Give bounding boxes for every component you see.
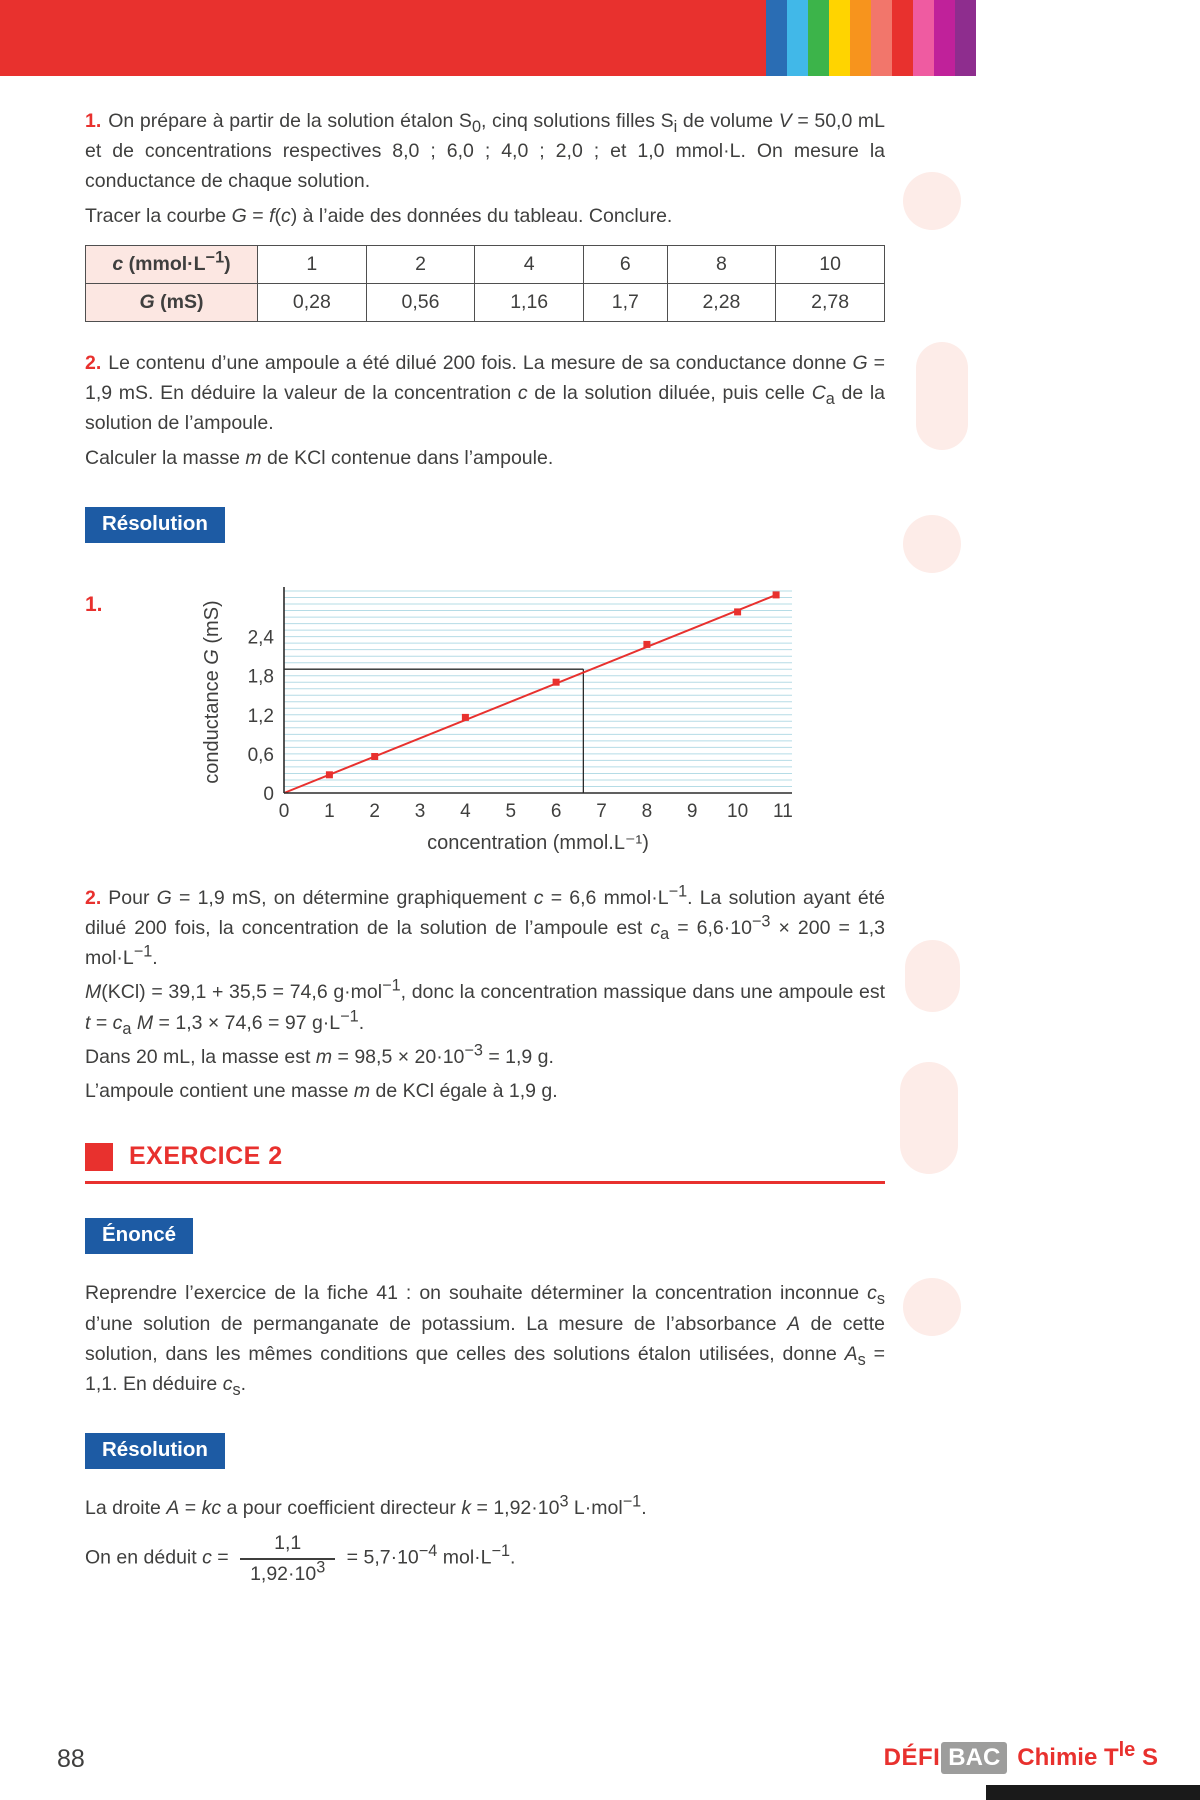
- banner-stripe: [955, 0, 976, 76]
- svg-text:3: 3: [414, 800, 426, 822]
- svg-text:9: 9: [686, 800, 698, 822]
- table-cell: 2,78: [776, 283, 885, 321]
- conductance-chart: [196, 577, 806, 857]
- svg-text:5: 5: [505, 800, 517, 822]
- page-content: [0, 76, 1200, 1590]
- question-1: [85, 106, 885, 197]
- banner-stripe: [766, 0, 787, 76]
- page-number: 88: [57, 1745, 85, 1773]
- resolution-badge-2: Résolution: [85, 1433, 225, 1469]
- svg-text:1,2: 1,2: [247, 705, 274, 727]
- table-cell: 10: [776, 245, 885, 283]
- conductance-table: [85, 245, 885, 322]
- svg-text:2: 2: [369, 800, 381, 822]
- brand-defi: DÉFI: [883, 1744, 941, 1771]
- publisher-logo: [883, 1739, 1158, 1774]
- resolution-step-2: [85, 883, 885, 974]
- table-cell: 6: [584, 245, 668, 283]
- header-stripes: [766, 0, 976, 76]
- brand-bac: BAC: [941, 1742, 1007, 1774]
- exercise-2-enonce: Reprendre l’exercice de la fiche 41 : on souhaite déterminer la concentration inconnue $c_s$ d’une solution de permanganate de potassium. La mesure de l’absorbance A de cette solution, dans les mêmes conditions que celles des solutions étalon utilisées, donne $A_s = 1,1$. En déduire $c_s$.: [85, 1282, 885, 1399]
- table-row-header: c $(mmol\cdot L^{-1})$: [86, 245, 258, 283]
- resolution-2-p4: L’ampoule contient une masse m de KCl égale à 1,9 g.: [85, 1080, 558, 1103]
- table-cell: 1,16: [475, 283, 584, 321]
- table-cell: 1: [258, 245, 367, 283]
- svg-text:1,8: 1,8: [247, 666, 274, 688]
- question-2-text: Le contenu d’une ampoule a été dilué 200 fois. La mesure de sa conductance donne G = 1,9 mS. En déduire la valeur de la concentration c de la solution diluée, puis celle $C_a$ de la solution de l’ampoule.: [85, 351, 886, 435]
- enonce-badge: Énoncé: [85, 1218, 193, 1254]
- svg-text:0: 0: [263, 783, 274, 805]
- table-cell: 0,56: [366, 283, 475, 321]
- resolution-badge: Résolution: [85, 507, 225, 543]
- top-banner-red: [0, 0, 766, 76]
- brand-subject: Chimie $T^{le}$ S: [1017, 1739, 1158, 1771]
- resolution-2-p2: M(KCl) = 39,1 + 35,5 = 74,6 g·mol$^{-1}$, donc la concentration massique dans une ampoule est $t = c_a$ M = 1,3 × 74,6 = 97 $g\cdot L^{-1}$.: [85, 976, 885, 1038]
- question-2: [85, 348, 885, 439]
- svg-text:0,6: 0,6: [247, 744, 274, 766]
- top-banner: [0, 0, 976, 76]
- svg-text:6: 6: [550, 800, 562, 822]
- exercise-2-title: EXERCICE 2: [129, 1142, 283, 1171]
- banner-stripe: [871, 0, 892, 76]
- question-1-text: On prépare à partir de la solution étalon $S_0$, cinq solutions filles $S_i$ de volume V = 50,0 mL et de concentrations respectives 8,0 ; 6,0 ; 4,0 ; 2,0 ; et 1,0 mmol·L. On mesure la conductance de chaque solution.: [85, 110, 886, 193]
- svg-text:10: 10: [727, 800, 749, 822]
- resolution-2-number: 2.: [85, 886, 102, 909]
- svg-text:conductance G (mS): conductance G (mS): [201, 600, 223, 784]
- svg-text:4: 4: [460, 800, 471, 822]
- table-cell: 0,28: [258, 283, 367, 321]
- table-cell: 2: [366, 245, 475, 283]
- table-cell: 8: [667, 245, 776, 283]
- svg-text:8: 8: [641, 800, 653, 822]
- resolution-1-number: 1.: [85, 592, 103, 616]
- question-2-number: 2.: [85, 351, 102, 374]
- table-row: [86, 283, 885, 321]
- red-square-bullet: [85, 1143, 113, 1171]
- table-cell: 1,7: [584, 283, 668, 321]
- exercise-2-resolution-p2: On en déduit c = $\frac{1,1}{1,92\cdot 10^3}$ = $5,7\cdot 10^{-4}$ $mol\cdot L^{-1}$.: [85, 1532, 516, 1585]
- resolution-step-1: [85, 577, 885, 857]
- exercise-2-resolution-p1: La droite A = kc a pour coefficient directeur $k = 1,92\cdot 10^3$ L·mol$^{-1}$.: [85, 1492, 647, 1520]
- table-row-header: G (mS): [86, 283, 258, 321]
- svg-text:concentration (mmol.L⁻¹): concentration (mmol.L⁻¹): [427, 831, 649, 854]
- svg-text:1: 1: [324, 800, 335, 822]
- table-cell: 4: [475, 245, 584, 283]
- banner-stripe: [913, 0, 934, 76]
- table-row: [86, 245, 885, 283]
- resolution-2-p1: Pour G = 1,9 mS, on détermine graphiquement c = 6,6 $mmol\cdot L^{-1}$. La solution ayant été dilué 200 fois, la concentration de la solution de l’ampoule est $c_a = 6,6\cdot 10^{-3} \times 200 = 1,3$ $mol\cdot L^{-1}$.: [85, 882, 886, 970]
- question-1-instruction: Tracer la courbe G = f(c) à l’aide des données du tableau. Conclure.: [85, 204, 673, 227]
- svg-text:11: 11: [773, 800, 793, 822]
- svg-text:2,4: 2,4: [247, 627, 274, 649]
- bottom-corner-bar: [986, 1785, 1200, 1800]
- banner-stripe: [934, 0, 955, 76]
- banner-stripe: [808, 0, 829, 76]
- exercise-2-heading: [85, 1142, 885, 1184]
- banner-stripe: [787, 0, 808, 76]
- resolution-2-p3: Dans 20 mL, la masse est $m = 98,5 \times 20\cdot 10^{-3} = 1,9$ g.: [85, 1041, 554, 1068]
- svg-text:0: 0: [278, 800, 290, 822]
- question-2-instruction: Calculer la masse m de KCl contenue dans l’ampoule.: [85, 446, 554, 469]
- banner-stripe: [829, 0, 850, 76]
- banner-stripe: [892, 0, 913, 76]
- question-1-number: 1.: [85, 110, 102, 132]
- svg-text:7: 7: [596, 800, 607, 822]
- table-cell: 2,28: [667, 283, 776, 321]
- banner-stripe: [850, 0, 871, 76]
